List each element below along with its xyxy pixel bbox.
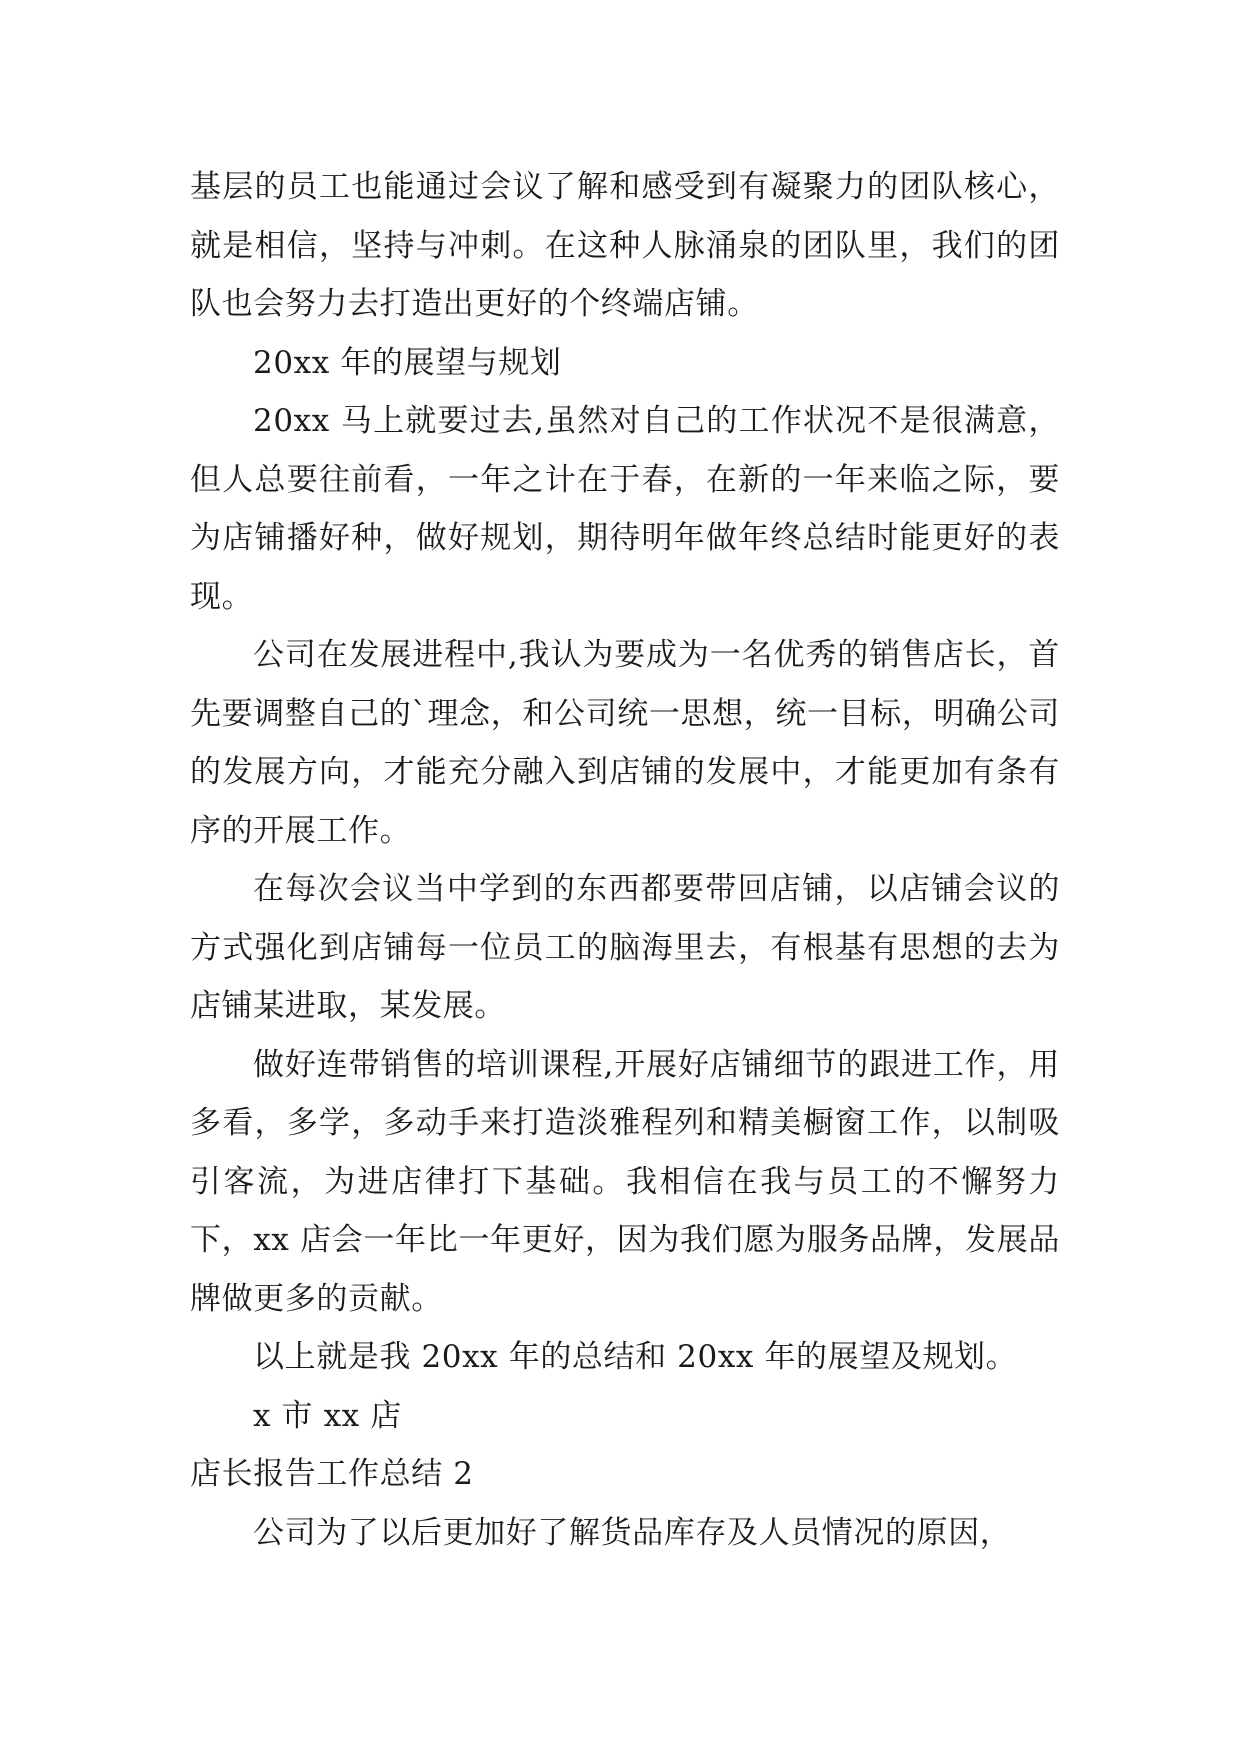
paragraph-year-ending: 20xx 马上就要过去,虽然对自己的工作状况不是很满意，但人总要往前看，一年之计在于春，在新的一年来临之际，要为店铺播好种，做好规划，期待明年做年终总结时能更好的表现。 [190, 403, 1060, 615]
section-heading-outlook: 20xx 年的展望与规划 [253, 344, 562, 381]
paragraph-team-core: 基层的员工也能通过会议了解和感受到有凝聚力的团队核心，就是相信，坚持与冲刺。在这种人脉涌泉的团队里，我们的团队也会努力去打造出更好的个终端店铺。 [190, 169, 1060, 322]
paragraph-meetings: 在每次会议当中学到的东西都要带回店铺，以店铺会议的方式强化到店铺每一位员工的脑海里去，有根基有思想的去为店铺某进取，某发展。 [190, 871, 1060, 1024]
paragraph-sales-training: 做好连带销售的培训课程,开展好店铺细节的跟进工作，用多看，多学，多动手来打造淡雅程列和精美橱窗工作，以制吸引客流，为进店律打下基础。我相信在我与员工的不懈努力下，xx 店会一年比一年更好，因为我们愿为服务品牌，发展品牌做更多的贡献。 [190, 1046, 1060, 1317]
signature-store: x 市 xx 店 [253, 1397, 402, 1434]
section-title-report-2: 店长报告工作总结 2 [190, 1456, 474, 1492]
paragraph-inventory: 公司为了以后更加好了解货品库存及人员情况的原因， [253, 1514, 1012, 1551]
paragraph-summary-closing: 以上就是我 20xx 年的总结和 20xx 年的展望及规划。 [253, 1339, 1018, 1375]
paragraph-company-development: 公司在发展进程中,我认为要成为一名优秀的销售店长，首先要调整自己的`理念，和公司统一思想，统一目标，明确公司的发展方向，才能充分融入到店铺的发展中，才能更加有条有序的开展工作。 [190, 637, 1060, 849]
document-body [190, 158, 1060, 1562]
